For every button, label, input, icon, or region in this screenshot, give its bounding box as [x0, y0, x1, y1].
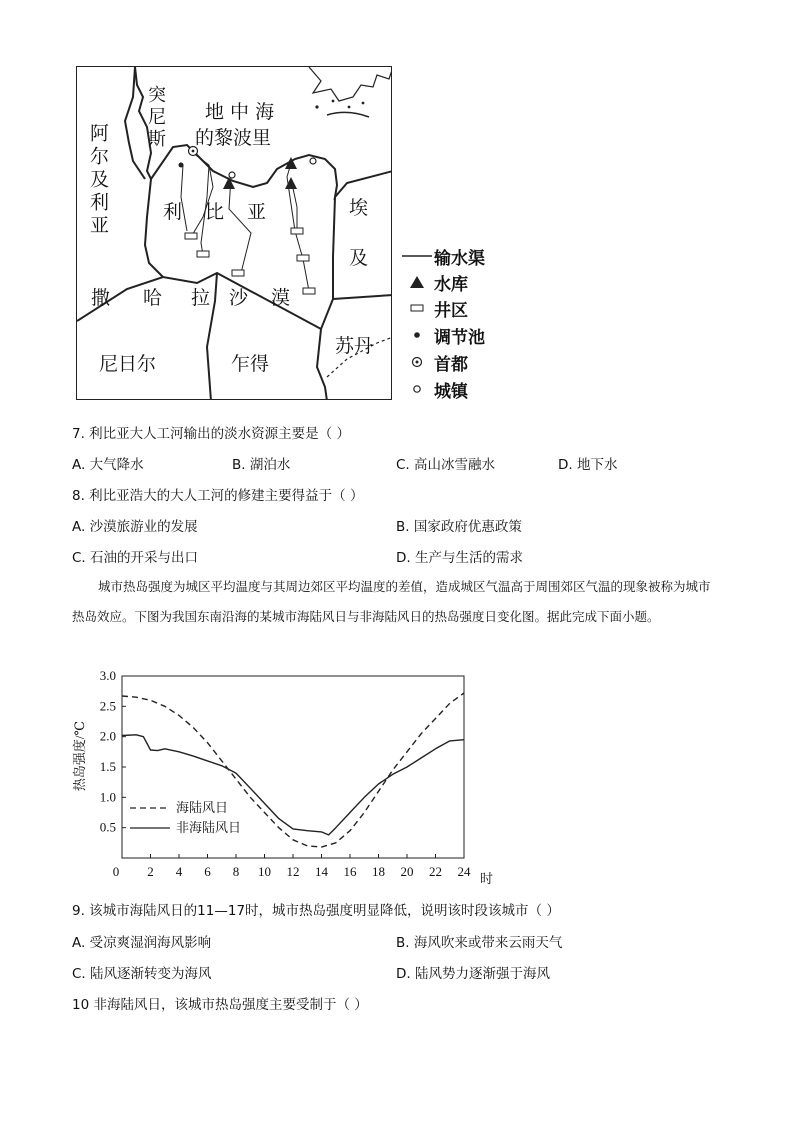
x-tick-label: 20: [400, 864, 414, 879]
y-tick-label: 2.5: [99, 698, 116, 714]
y-tick-label: 0.5: [99, 819, 116, 835]
label-egypt-1: 埃: [349, 197, 369, 219]
label-niger: 尼日尔: [99, 353, 157, 375]
x-tick-label: 12: [286, 864, 300, 879]
q9-option-a[interactable]: A. 受凉爽湿润海风影响: [72, 935, 212, 951]
question-10-stem: 10 非海陆风日，该城市热岛强度主要受制于（ ）: [72, 997, 368, 1013]
label-sahara-1: 撒: [91, 287, 111, 309]
heat-island-chart: [66, 664, 506, 894]
triangle-icon: [400, 276, 434, 288]
x-tick-label: 2: [147, 864, 154, 879]
label-tripoli: 的黎波里: [195, 127, 272, 149]
well-area-icon: [400, 304, 434, 312]
label-sudan: 苏丹: [335, 335, 374, 357]
legend-series-2: 非海陆风日: [176, 820, 242, 835]
q8-option-a[interactable]: A. 沙漠旅游业的发展: [72, 519, 198, 535]
x-tick-label: 16: [343, 864, 357, 879]
passage-text: 城市热岛强度为城区平均温度与其周边郊区平均温度的差值，造成城区气温高于周围郊区气温的现象被称为城市热岛效应。下图为我国东南沿海的某城市海陆风日与非海陆风日的热岛强度日变化图。据此完成下面小题。: [72, 579, 711, 624]
x-tick-label: 8: [232, 864, 240, 879]
legend-label: 水库: [434, 274, 468, 295]
label-sahara-5: 漠: [271, 287, 291, 309]
y-axis-label: 热岛强度/℃: [72, 720, 87, 792]
x-tick-label: 10: [258, 864, 271, 879]
y-tick-label: 1.0: [99, 789, 116, 805]
x-tick-label: 6: [204, 864, 211, 879]
legend-item: [400, 270, 468, 294]
y-tick-label: 2.0: [99, 728, 116, 744]
legend-label: 城镇: [434, 381, 468, 402]
capital-icon: [400, 356, 434, 368]
label-algeria: 阿尔及利亚: [87, 123, 109, 238]
plot-frame: [122, 676, 464, 858]
label-sahara-4: 沙: [229, 287, 249, 309]
label-tunisia: 突尼斯: [145, 85, 166, 151]
legend-label: 井区: [434, 300, 468, 321]
label-mediterranean: 地 中 海: [205, 101, 275, 123]
label-sahara-3: 拉: [191, 287, 211, 309]
legend-item: [400, 296, 468, 320]
legend-item: [400, 244, 485, 268]
label-sahara-2: 哈: [143, 287, 163, 309]
q7-option-a[interactable]: A. 大气降水: [72, 457, 144, 473]
y-tick-label: 3.0: [99, 668, 116, 683]
q8-option-b[interactable]: B. 国家政府优惠政策: [396, 519, 522, 535]
q8-option-d[interactable]: D. 生产与生活的需求: [396, 550, 523, 566]
q9-option-b[interactable]: B. 海风吹来或带来云雨天气: [396, 935, 563, 951]
x-tick-label: 14: [315, 864, 328, 879]
line-icon: [400, 251, 434, 261]
q8-option-c[interactable]: C. 石油的开采与出口: [72, 550, 199, 566]
legend-label: 首都: [434, 354, 468, 375]
x-tick-label: 22: [429, 864, 442, 879]
town-icon: [400, 384, 434, 394]
series-line-2: [122, 735, 464, 835]
legend-series-1: 海陆风日: [176, 800, 229, 815]
dot-icon: [400, 331, 434, 339]
map-legend: [400, 244, 530, 410]
q7-option-b[interactable]: B. 湖泊水: [232, 457, 291, 473]
label-egypt-2: 及: [349, 247, 369, 269]
label-libya-3: 亚: [247, 201, 267, 223]
legend-label: 调节池: [434, 327, 485, 348]
label-libya-2: 比: [205, 201, 225, 223]
q9-option-c[interactable]: C. 陆风逐渐转变为海风: [72, 966, 212, 982]
x-tick-label: 18: [372, 864, 385, 879]
question-9-stem: 9. 该城市海陆风日的11—17时，城市热岛强度明显降低，说明该时段该城市（ ）: [72, 903, 560, 919]
x-tick-label: 0: [112, 864, 120, 879]
legend-label: 输水渠: [434, 248, 485, 269]
reading-passage: [72, 572, 722, 632]
x-tick-label: 4: [175, 864, 183, 879]
series-line-1: [122, 693, 464, 847]
q7-option-c[interactable]: C. 高山冰雪融水: [396, 457, 496, 473]
y-tick-label: 1.5: [99, 759, 116, 774]
label-chad: 乍得: [231, 353, 270, 375]
legend-item: [400, 377, 468, 401]
legend-item: [400, 323, 485, 347]
x-axis-unit: 时: [480, 871, 494, 886]
label-libya-1: 利: [163, 201, 183, 223]
q9-option-d[interactable]: D. 陆风势力逐渐强于海风: [396, 966, 550, 982]
legend-item: [400, 350, 468, 374]
question-7-stem: 7. 利比亚大人工河输出的淡水资源主要是（ ）: [72, 426, 350, 442]
x-tick-label: 24: [457, 864, 471, 879]
libya-map: [76, 66, 392, 400]
q7-option-d[interactable]: D. 地下水: [558, 457, 618, 473]
question-8-stem: 8. 利比亚浩大的大人工河的修建主要得益于（ ）: [72, 488, 364, 504]
